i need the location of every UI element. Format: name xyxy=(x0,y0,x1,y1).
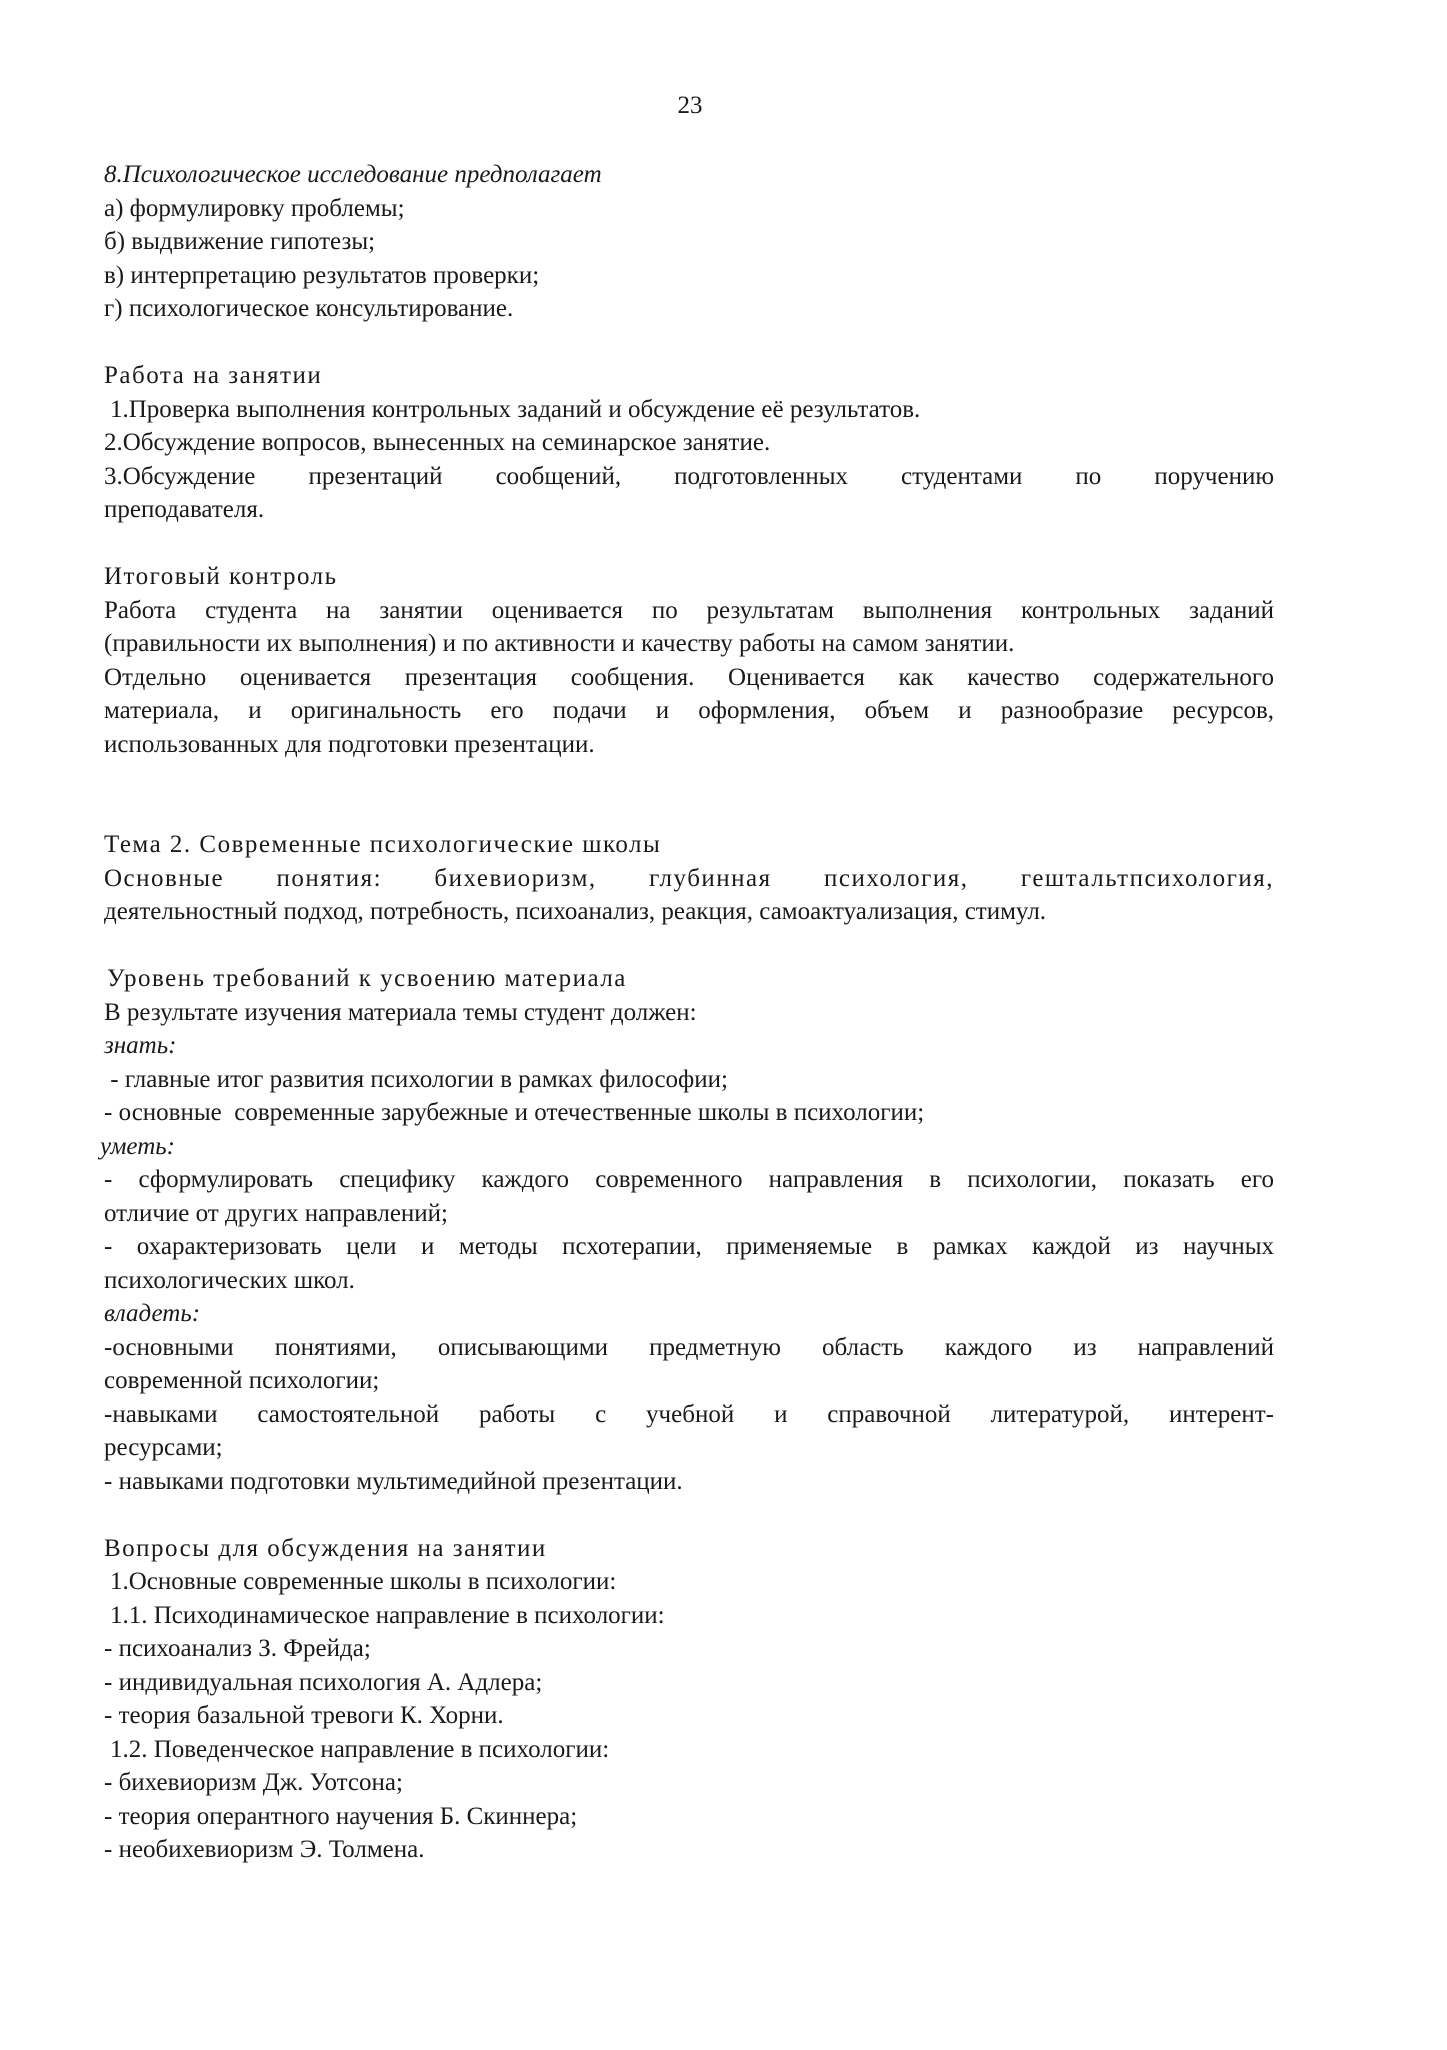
requirements-intro: В результате изучения материала темы студент должен: xyxy=(104,998,697,1026)
can-item: - охарактеризовать цели и методы псхотерапии, применяемые в рамках каждой из научных xyxy=(104,1233,1274,1260)
question-8-title: 8.Психологическое исследование предполагает xyxy=(104,161,602,188)
questions-heading: Вопросы для обсуждения на занятии xyxy=(104,1534,547,1562)
work-item: 3.Обсуждение презентаций сообщений, подготовленных студентами по поручению xyxy=(104,462,1274,490)
own-item-continued: ресурсами; xyxy=(104,1434,223,1461)
question-list-item: - необихевиоризм Э. Толмена. xyxy=(104,1836,425,1863)
control-paragraph-line: использованных для подготовки презентации. xyxy=(104,730,595,758)
control-paragraph-line: (правильности их выполнения) и по активности и качеству работы на самом занятии. xyxy=(104,630,1015,657)
question-item: 1.Основные современные школы в психологии: xyxy=(110,1568,617,1595)
question-8-option: г) психологическое консультирование. xyxy=(104,295,514,322)
own-label: владеть: xyxy=(104,1300,201,1327)
question-list-item: - теория базальной тревоги К. Хорни. xyxy=(104,1702,504,1729)
question-list-item: - бихевиоризм Дж. Уотсона; xyxy=(104,1769,403,1796)
know-item: - основные современные зарубежные и отечественные школы в психологии; xyxy=(104,1099,925,1126)
question-8-option: б) выдвижение гипотезы; xyxy=(104,228,376,255)
topic-heading: Тема 2. Современные психологические школы xyxy=(104,831,662,858)
own-item: -основными понятиями, описывающими предметную область каждого из направлений xyxy=(104,1333,1274,1361)
own-item: - навыками подготовки мультимедийной презентации. xyxy=(104,1467,683,1495)
own-item: -навыками самостоятельной работы с учебной и справочной литературой, интерент- xyxy=(104,1400,1274,1428)
requirements-heading: Уровень требований к усвоению материала xyxy=(107,965,627,992)
work-heading: Работа на занятии xyxy=(104,362,323,389)
control-heading: Итоговый контроль xyxy=(104,563,338,590)
control-paragraph-line: Работа студента на занятии оценивается по результатам выполнения контрольных заданий xyxy=(104,596,1274,624)
page-number: 23 xyxy=(677,92,703,119)
question-8-option: а) формулировку проблемы; xyxy=(104,194,405,222)
own-item-continued: современной психологии; xyxy=(104,1367,380,1394)
question-subitem: 1.2. Поведенческое направление в психологии: xyxy=(110,1735,610,1763)
can-label: уметь: xyxy=(100,1132,175,1160)
page-content xyxy=(100,158,1274,1867)
question-8-option: в) интерпретацию результатов проверки; xyxy=(104,261,540,289)
topic-concepts: Основные понятия: бихевиоризм, глубинная психология, гештальтпсихология, xyxy=(104,864,1274,892)
can-item-continued: психологических школ. xyxy=(104,1266,355,1294)
know-label: знать: xyxy=(104,1032,177,1059)
control-paragraph-line: Отдельно оценивается презентация сообщения. Оценивается как качество содержательного xyxy=(104,663,1274,691)
question-list-item: - индивидуальная психология А. Адлера; xyxy=(104,1668,543,1696)
know-item: - главные итог развития психологии в рамках философии; xyxy=(104,1065,728,1093)
topic-concepts-continued: деятельностный подход, потребность, психоанализ, реакция, самоактуализация, стимул. xyxy=(104,898,1047,925)
can-item-continued: отличие от других направлений; xyxy=(104,1199,448,1227)
work-item: 2.Обсуждение вопросов, вынесенных на семинарское занятие. xyxy=(104,429,771,456)
question-list-item: - психоанализ З. Фрейда; xyxy=(104,1635,371,1662)
control-paragraph-line: материала, и оригинальность его подачи и оформления, объем и разнообразие ресурсов, xyxy=(104,697,1274,724)
question-list-item: - теория оперантного научения Б. Скиннера; xyxy=(104,1802,578,1830)
work-item: 1.Проверка выполнения контрольных заданий и обсуждение её результатов. xyxy=(110,395,921,423)
question-subitem: 1.1. Психодинамическое направление в психологии: xyxy=(110,1601,665,1629)
can-item: - сформулировать специфику каждого современного направления в психологии, показать его xyxy=(104,1166,1274,1193)
work-item-continued: преподавателя. xyxy=(104,496,265,523)
